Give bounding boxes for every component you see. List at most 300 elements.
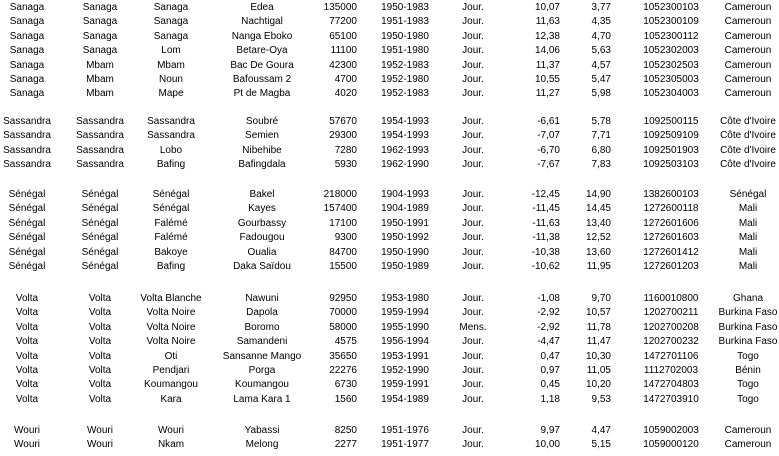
step-cell: Jour. xyxy=(462,116,484,127)
table-row xyxy=(0,115,779,129)
period-cell: 1951-1976 xyxy=(381,425,429,436)
station-cell: Boromo xyxy=(244,321,280,333)
period-cell: 1950-1983 xyxy=(381,2,429,13)
step-cell: Jour. xyxy=(462,130,484,142)
step-cell: Jour. xyxy=(462,203,484,215)
river-cell: Pendjari xyxy=(152,365,190,376)
step-cell: Jour. xyxy=(462,59,484,71)
area-cell: 17100 xyxy=(329,217,357,229)
station-cell: Bac De Goura xyxy=(230,59,294,71)
sub-basin-cell: Sanaga xyxy=(82,16,118,28)
step-cell: Jour. xyxy=(462,74,484,85)
country-cell: Mali xyxy=(738,203,758,215)
country-cell: Burkina Faso xyxy=(718,307,778,319)
latitude-cell: 4,57 xyxy=(591,59,611,71)
sub-basin-cell: Wouri xyxy=(87,439,113,451)
country-cell: Mali xyxy=(738,246,758,258)
area-cell: 8250 xyxy=(334,425,357,436)
step-cell: Jour. xyxy=(462,439,484,451)
country-cell: Mali xyxy=(738,232,758,244)
step-cell: Jour. xyxy=(462,144,484,156)
station-code-cell: 1052300103 xyxy=(643,2,699,13)
sub-basin-cell: Sassandra xyxy=(76,159,124,171)
latitude-cell: 7,83 xyxy=(591,159,611,171)
area-cell: 42300 xyxy=(329,59,357,71)
period-cell: 1904-1993 xyxy=(381,189,429,200)
latitude-cell: 6,80 xyxy=(591,144,611,156)
country-cell: Cameroun xyxy=(724,59,772,71)
step-cell: Jour. xyxy=(462,261,484,272)
period-cell: 1956-1994 xyxy=(381,336,429,348)
area-cell: 135000 xyxy=(323,2,357,13)
river-cell: Volta Noire xyxy=(146,336,196,348)
river-cell: Volta Blanche xyxy=(140,293,202,304)
longitude-cell: 1,18 xyxy=(540,393,560,405)
river-cell: Wouri xyxy=(158,425,184,436)
basin-cell: Sanaga xyxy=(9,30,45,42)
station-cell: Koumangou xyxy=(235,379,289,391)
period-cell: 1950-1980 xyxy=(381,30,429,42)
station-cell: Porga xyxy=(248,365,276,376)
station-code-cell: 1272601603 xyxy=(643,232,699,244)
station-code-cell: 1052302503 xyxy=(643,59,699,71)
longitude-cell: 11,37 xyxy=(535,59,560,71)
river-cell: Volta Noire xyxy=(146,307,196,319)
river-cell: Bafing xyxy=(156,261,186,272)
country-cell: Cameroun xyxy=(724,16,772,28)
river-cell: Koumangou xyxy=(144,379,198,391)
station-code-cell: 1202700208 xyxy=(643,321,699,333)
step-cell: Jour. xyxy=(462,393,484,405)
latitude-cell: 4,35 xyxy=(591,16,611,28)
longitude-cell: -10,38 xyxy=(531,246,560,258)
station-code-cell: 1160010800 xyxy=(643,293,699,304)
latitude-cell: 3,77 xyxy=(591,2,611,13)
area-cell: 22276 xyxy=(329,365,357,376)
basin-cell: Sénégal xyxy=(8,246,46,258)
longitude-cell: -2,92 xyxy=(537,321,560,333)
latitude-cell: 9,53 xyxy=(591,393,611,405)
step-cell: Jour. xyxy=(462,307,484,319)
area-cell: 84700 xyxy=(329,246,357,258)
country-cell: Bénin xyxy=(735,365,761,376)
country-cell: Mali xyxy=(738,217,758,229)
river-cell: Sénégal xyxy=(152,203,190,215)
basin-cell: Sassandra xyxy=(3,159,51,171)
sub-basin-cell: Sassandra xyxy=(76,116,124,127)
period-cell: 1954-1993 xyxy=(381,116,429,127)
sub-basin-cell: Sanaga xyxy=(82,2,118,13)
basin-cell: Sanaga xyxy=(9,16,45,28)
sub-basin-cell: Volta xyxy=(88,379,112,391)
basin-cell: Volta xyxy=(15,393,39,405)
station-cell: Bafingdala xyxy=(238,159,286,171)
step-cell: Jour. xyxy=(462,365,484,376)
step-cell: Jour. xyxy=(462,45,484,57)
country-cell: Burkina Faso xyxy=(718,336,778,348)
area-cell: 157400 xyxy=(323,203,357,215)
river-cell: Volta Noire xyxy=(146,321,196,333)
table-row xyxy=(0,15,779,29)
longitude-cell: -7,67 xyxy=(537,159,560,171)
station-code-cell: 1059000120 xyxy=(643,439,699,451)
latitude-cell: 13,60 xyxy=(585,246,611,258)
longitude-cell: 10,00 xyxy=(534,439,560,451)
period-cell: 1952-1983 xyxy=(381,88,429,100)
country-cell: Côte d'Ivoire xyxy=(720,144,776,156)
station-cell: Bakel xyxy=(249,189,275,200)
period-cell: 1951-1983 xyxy=(381,16,429,28)
table-row xyxy=(0,202,779,216)
period-cell: 1951-1977 xyxy=(381,439,429,451)
station-cell: Nawuni xyxy=(245,293,279,304)
longitude-cell: -6,61 xyxy=(537,116,560,127)
river-cell: Falémé xyxy=(154,217,188,229)
area-cell: 57670 xyxy=(329,116,357,127)
country-cell: Côte d'Ivoire xyxy=(720,159,776,171)
sub-basin-cell: Volta xyxy=(88,321,112,333)
basin-cell: Sénégal xyxy=(8,232,46,244)
period-cell: 1953-1991 xyxy=(381,350,429,362)
sub-basin-cell: Sénégal xyxy=(81,246,119,258)
table-row xyxy=(0,144,779,158)
table-row xyxy=(0,59,779,73)
step-cell: Jour. xyxy=(462,246,484,258)
station-code-cell: 1092500115 xyxy=(643,116,699,127)
longitude-cell: -11,45 xyxy=(532,203,560,215)
table-row xyxy=(0,350,779,364)
station-code-cell: 1272601412 xyxy=(643,246,699,258)
table-row xyxy=(0,364,779,378)
country-cell: Cameroun xyxy=(724,74,772,85)
basin-cell: Sassandra xyxy=(3,130,51,142)
longitude-cell: 9,97 xyxy=(540,425,560,436)
country-cell: Togo xyxy=(737,350,759,362)
basin-cell: Sanaga xyxy=(9,59,45,71)
step-cell: Jour. xyxy=(462,30,484,42)
basin-cell: Volta xyxy=(15,379,39,391)
table-row xyxy=(0,306,779,320)
step-cell: Jour. xyxy=(462,217,484,229)
station-code-cell: 1052304003 xyxy=(643,88,699,100)
period-cell: 1951-1980 xyxy=(381,45,429,57)
river-cell: Kara xyxy=(160,393,182,405)
station-code-cell: 1052305003 xyxy=(643,74,699,85)
station-cell: Oualia xyxy=(247,246,277,258)
longitude-cell: 14,06 xyxy=(534,45,560,57)
basin-cell: Volta xyxy=(15,293,39,304)
country-cell: Sénégal xyxy=(729,189,767,200)
table-row xyxy=(0,158,779,172)
station-cell: Kayes xyxy=(248,203,276,215)
country-cell: Mali xyxy=(738,261,758,272)
basin-cell: Volta xyxy=(15,336,39,348)
latitude-cell: 11,05 xyxy=(586,365,611,376)
river-cell: Sanaga xyxy=(153,2,189,13)
step-cell: Jour. xyxy=(462,159,484,171)
period-cell: 1954-1989 xyxy=(381,393,429,405)
sub-basin-cell: Sénégal xyxy=(81,232,119,244)
river-cell: Nkam xyxy=(157,439,185,451)
table-row xyxy=(0,378,779,392)
area-cell: 65100 xyxy=(329,30,357,42)
river-cell: Sassandra xyxy=(147,130,195,142)
basin-cell: Wouri xyxy=(14,439,40,451)
step-cell: Jour. xyxy=(462,16,484,28)
sub-basin-cell: Volta xyxy=(88,336,112,348)
station-code-cell: 1202700211 xyxy=(643,307,699,319)
latitude-cell: 4,47 xyxy=(591,425,611,436)
longitude-cell: -12,45 xyxy=(531,189,560,200)
country-cell: Cameroun xyxy=(724,88,772,100)
longitude-cell: 10,07 xyxy=(534,2,560,13)
area-cell: 6730 xyxy=(334,379,357,391)
station-cell: Gourbassy xyxy=(237,217,287,229)
basin-cell: Sanaga xyxy=(9,45,45,57)
table-row xyxy=(0,44,779,58)
river-cell: Lom xyxy=(161,45,181,57)
latitude-cell: 5,47 xyxy=(591,74,611,85)
period-cell: 1950-1992 xyxy=(381,232,429,244)
sub-basin-cell: Sassandra xyxy=(76,130,124,142)
area-cell: 218000 xyxy=(323,189,357,200)
step-cell: Jour. xyxy=(462,379,484,391)
country-cell: Côte d'Ivoire xyxy=(720,130,776,142)
area-cell: 92950 xyxy=(329,293,357,304)
river-cell: Noun xyxy=(159,74,183,85)
longitude-cell: -6,70 xyxy=(537,144,560,156)
step-cell: Jour. xyxy=(462,88,484,100)
area-cell: 77200 xyxy=(329,16,357,28)
table-row xyxy=(0,231,779,245)
basin-cell: Wouri xyxy=(14,425,40,436)
area-cell: 35650 xyxy=(329,350,357,362)
station-cell: Nanga Eboko xyxy=(231,30,293,42)
latitude-cell: 10,20 xyxy=(585,379,611,391)
station-cell: Nibehibe xyxy=(242,144,282,156)
table-row xyxy=(0,87,779,101)
sub-basin-cell: Sanaga xyxy=(82,30,118,42)
country-cell: Burkina Faso xyxy=(718,321,778,333)
station-cell: Samandeni xyxy=(236,336,288,348)
step-cell: Mens. xyxy=(459,321,487,333)
longitude-cell: -4,47 xyxy=(537,336,560,348)
longitude-cell: 11,27 xyxy=(535,88,560,100)
station-code-cell: 1472703910 xyxy=(643,393,699,405)
sub-basin-cell: Sassandra xyxy=(76,144,124,156)
table-row xyxy=(0,438,779,452)
area-cell: 29300 xyxy=(329,130,357,142)
river-cell: Mbam xyxy=(157,59,185,71)
area-cell: 1560 xyxy=(334,393,357,405)
table-row xyxy=(0,260,779,274)
sub-basin-cell: Mbam xyxy=(86,59,114,71)
period-cell: 1952-1983 xyxy=(381,59,429,71)
basin-cell: Sanaga xyxy=(9,74,45,85)
table-row xyxy=(0,217,779,231)
country-cell: Côte d'Ivoire xyxy=(720,116,776,127)
station-cell: Nachtigal xyxy=(241,16,283,28)
station-cell: Daka Saïdou xyxy=(233,261,291,272)
basin-cell: Sénégal xyxy=(8,217,46,229)
longitude-cell: 0,47 xyxy=(540,350,560,362)
table-row xyxy=(0,1,779,15)
station-code-cell: 1092509109 xyxy=(643,130,699,142)
table-row xyxy=(0,30,779,44)
sub-basin-cell: Sanaga xyxy=(82,45,118,57)
step-cell: Jour. xyxy=(462,293,484,304)
area-cell: 15500 xyxy=(329,261,357,272)
country-cell: Cameroun xyxy=(724,439,772,451)
country-cell: Cameroun xyxy=(724,425,772,436)
sub-basin-cell: Volta xyxy=(88,350,112,362)
table-row xyxy=(0,424,779,438)
station-code-cell: 1112702003 xyxy=(643,365,699,376)
station-cell: Soubré xyxy=(245,116,279,127)
country-cell: Togo xyxy=(737,379,759,391)
longitude-cell: 0,45 xyxy=(540,379,560,391)
latitude-cell: 10,30 xyxy=(585,350,611,362)
country-cell: Cameroun xyxy=(724,2,772,13)
latitude-cell: 5,98 xyxy=(591,88,611,100)
station-code-cell: 1472704803 xyxy=(643,379,699,391)
step-cell: Jour. xyxy=(462,350,484,362)
sub-basin-cell: Mbam xyxy=(86,74,114,85)
sub-basin-cell: Volta xyxy=(88,365,112,376)
station-cell: Dapola xyxy=(246,307,278,319)
latitude-cell: 11,47 xyxy=(586,336,611,348)
step-cell: Jour. xyxy=(462,425,484,436)
river-cell: Mape xyxy=(158,88,184,100)
period-cell: 1955-1990 xyxy=(381,321,429,333)
station-code-cell: 1052300112 xyxy=(643,30,699,42)
river-cell: Sanaga xyxy=(153,30,189,42)
period-cell: 1950-1990 xyxy=(381,246,429,258)
longitude-cell: 10,55 xyxy=(534,74,560,85)
country-cell: Togo xyxy=(737,393,759,405)
basin-cell: Volta xyxy=(15,307,39,319)
table-row xyxy=(0,188,779,202)
longitude-cell: 0,97 xyxy=(540,365,560,376)
latitude-cell: 12,52 xyxy=(585,232,611,244)
station-code-cell: 1272601203 xyxy=(643,261,699,272)
river-cell: Bakoye xyxy=(154,246,188,258)
station-cell: Lama Kara 1 xyxy=(233,393,291,405)
country-cell: Cameroun xyxy=(724,45,772,57)
river-cell: Lobo xyxy=(159,144,183,156)
area-cell: 9300 xyxy=(334,232,357,244)
longitude-cell: -11,38 xyxy=(532,232,560,244)
area-cell: 7280 xyxy=(334,144,357,156)
latitude-cell: 5,63 xyxy=(591,45,611,57)
table-row xyxy=(0,73,779,87)
table-row xyxy=(0,246,779,260)
basin-cell: Volta xyxy=(15,350,39,362)
station-cell: Edea xyxy=(250,2,274,13)
sub-basin-cell: Sénégal xyxy=(81,189,119,200)
sub-basin-cell: Volta xyxy=(88,393,112,405)
station-cell: Semien xyxy=(245,130,279,142)
sub-basin-cell: Volta xyxy=(88,307,112,319)
area-cell: 58000 xyxy=(329,321,357,333)
river-cell: Sanaga xyxy=(153,16,189,28)
area-cell: 4020 xyxy=(334,88,357,100)
basin-cell: Sanaga xyxy=(9,88,45,100)
sub-basin-cell: Volta xyxy=(88,293,112,304)
period-cell: 1959-1991 xyxy=(381,379,429,391)
station-code-cell: 1272600118 xyxy=(643,203,699,215)
river-cell: Sassandra xyxy=(147,116,195,127)
sub-basin-cell: Sénégal xyxy=(81,217,119,229)
river-cell: Oti xyxy=(164,350,178,362)
basin-cell: Sassandra xyxy=(3,144,51,156)
station-code-cell: 1052302003 xyxy=(643,45,699,57)
country-cell: Cameroun xyxy=(724,30,772,42)
station-cell: Bafoussam 2 xyxy=(232,74,292,85)
station-cell: Fadougou xyxy=(239,232,285,244)
station-code-cell: 1472701106 xyxy=(643,350,699,362)
table-row xyxy=(0,335,779,349)
river-cell: Sénégal xyxy=(152,189,190,200)
longitude-cell: -1,08 xyxy=(537,293,560,304)
period-cell: 1962-1993 xyxy=(381,144,429,156)
latitude-cell: 4,70 xyxy=(591,30,611,42)
basin-cell: Sassandra xyxy=(3,116,51,127)
period-cell: 1950-1989 xyxy=(381,261,429,272)
station-cell: Melong xyxy=(245,439,279,451)
latitude-cell: 5,15 xyxy=(591,439,611,451)
longitude-cell: -7,07 xyxy=(537,130,560,142)
station-code-cell: 1092501903 xyxy=(643,144,699,156)
station-code-cell: 1272601606 xyxy=(643,217,699,229)
area-cell: 4700 xyxy=(334,74,357,85)
step-cell: Jour. xyxy=(462,232,484,244)
latitude-cell: 14,90 xyxy=(585,189,611,200)
sub-basin-cell: Sénégal xyxy=(81,203,119,215)
latitude-cell: 13,40 xyxy=(585,217,611,229)
table-row xyxy=(0,292,779,306)
table-row xyxy=(0,129,779,143)
step-cell: Jour. xyxy=(462,189,484,200)
latitude-cell: 10,57 xyxy=(585,307,611,319)
latitude-cell: 14,45 xyxy=(585,203,611,215)
sub-basin-cell: Wouri xyxy=(87,425,113,436)
period-cell: 1952-1980 xyxy=(381,74,429,85)
period-cell: 1904-1989 xyxy=(381,203,429,215)
station-code-cell: 1092503103 xyxy=(643,159,699,171)
latitude-cell: 7,71 xyxy=(591,130,611,142)
longitude-cell: -10,62 xyxy=(531,261,560,272)
table-row xyxy=(0,393,779,407)
area-cell: 5930 xyxy=(334,159,357,171)
station-cell: Pt de Magba xyxy=(233,88,291,100)
period-cell: 1962-1990 xyxy=(381,159,429,171)
station-code-cell: 1052300109 xyxy=(643,16,699,28)
latitude-cell: 11,95 xyxy=(586,261,611,272)
period-cell: 1954-1993 xyxy=(381,130,429,142)
station-cell: Yabassi xyxy=(244,425,280,436)
area-cell: 4575 xyxy=(334,336,357,348)
river-cell: Bafing xyxy=(156,159,186,171)
period-cell: 1959-1994 xyxy=(381,307,429,319)
sub-basin-cell: Sénégal xyxy=(81,261,119,272)
longitude-cell: -11,63 xyxy=(532,217,560,229)
longitude-cell: -2,92 xyxy=(537,307,560,319)
period-cell: 1953-1980 xyxy=(381,293,429,304)
basin-cell: Sanaga xyxy=(9,2,45,13)
station-code-cell: 1059002003 xyxy=(643,425,699,436)
latitude-cell: 5,78 xyxy=(591,116,611,127)
